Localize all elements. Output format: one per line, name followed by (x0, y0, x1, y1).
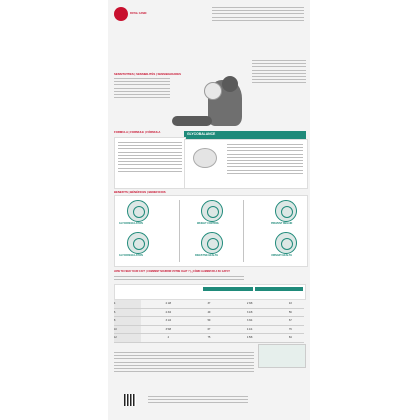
formula-panel (114, 137, 186, 189)
table-cell: 75 (195, 334, 222, 343)
benefit-label: WEIGHT CONTROL (197, 222, 220, 225)
benefits-heading: BENEFITS | BÉNÉFICES | BENEFICIOS (114, 190, 166, 194)
urinary-health-icon (275, 232, 297, 254)
glycoregulation-icon (127, 232, 149, 254)
kibble-callout-icon (204, 82, 222, 100)
qr-code-icon (124, 394, 136, 406)
legal-fine-print (148, 396, 248, 406)
table-cell: 4 (114, 300, 141, 308)
table-cell: 2 1/8 (141, 300, 195, 308)
table-cell: 4 (141, 334, 195, 343)
table-row (114, 317, 304, 326)
table-cell: 8 (114, 317, 141, 326)
top-fine-print (212, 7, 304, 23)
table-cell: 10 (114, 325, 141, 334)
cat-image (178, 80, 258, 128)
sensitivities-heading: SENSITIVITIES | SENSIBILITÉS | SENSIBILIDADES (114, 72, 181, 76)
glycobalance-panel (184, 139, 308, 189)
table-cell: 3 1/8 (223, 308, 277, 317)
benefit-label: PREVENT REGAIN (271, 222, 293, 225)
glycobalance-title: GLYCOBALANCE (187, 132, 216, 136)
weight-control-icon (201, 200, 223, 222)
benefit-label: GLYCOREGULATION (119, 222, 143, 225)
table-cell: 37 (195, 300, 222, 308)
glycobalance-banner (184, 131, 306, 139)
logo-text: ROYAL CANIN (130, 12, 147, 15)
feeding-intro-text (114, 276, 244, 282)
table-cell: 67 (195, 325, 222, 334)
table-cell: 67 (277, 317, 304, 326)
top-brand-strip (112, 4, 306, 24)
glycoregulation-icon (127, 200, 149, 222)
table-cell: 49 (195, 308, 222, 317)
table-cell: 3 3/4 (223, 317, 277, 326)
table-cell: 6 (114, 308, 141, 317)
kibble-bowl-icon (193, 148, 217, 168)
table-cell: 43 (277, 300, 304, 308)
table-cell: 2 3/4 (141, 308, 195, 317)
table-row (114, 334, 304, 343)
table-row (114, 308, 304, 317)
formula-heading: FORMULA | FORMULE | FÓRMULA (114, 130, 161, 134)
table-cell: 84 (277, 334, 304, 343)
prevent-regain-icon (275, 200, 297, 222)
benefit-label: DIGESTIVE HEALTH (195, 254, 218, 257)
cat-feeding-image (258, 344, 306, 368)
feeding-table-header (114, 284, 306, 300)
how-to-feed-heading: HOW TO FEED YOUR CAT? | COMMENT NOURRIR VOTRE CHAT ? | ¿CÓMO ALIMENTAR A SU GATO? (114, 270, 230, 273)
table-cell: 4 5/8 (223, 334, 277, 343)
benefit-label: URINARY HEALTH (271, 254, 292, 257)
table-cell: 76 (277, 325, 304, 334)
table-row (114, 300, 304, 308)
table-cell: 4 1/4 (223, 325, 277, 334)
table-cell: 2 3/8 (223, 300, 277, 308)
feeding-table (114, 300, 304, 343)
table-cell: 3 1/4 (141, 317, 195, 326)
sensitivities-text-right (252, 60, 306, 86)
table-cell: 59 (195, 317, 222, 326)
benefits-panel (114, 195, 308, 267)
table-cell: 3 5/8 (141, 325, 195, 334)
benefit-label: GLYCOREGULATION (119, 254, 143, 257)
royal-canin-logo (114, 7, 128, 21)
sensitivities-text (114, 78, 170, 100)
product-bag-back (108, 0, 310, 420)
table-cell: 12 (114, 334, 141, 343)
bottom-fine-print (114, 352, 254, 374)
table-cell: 56 (277, 308, 304, 317)
table-row (114, 325, 304, 334)
digestive-health-icon (201, 232, 223, 254)
